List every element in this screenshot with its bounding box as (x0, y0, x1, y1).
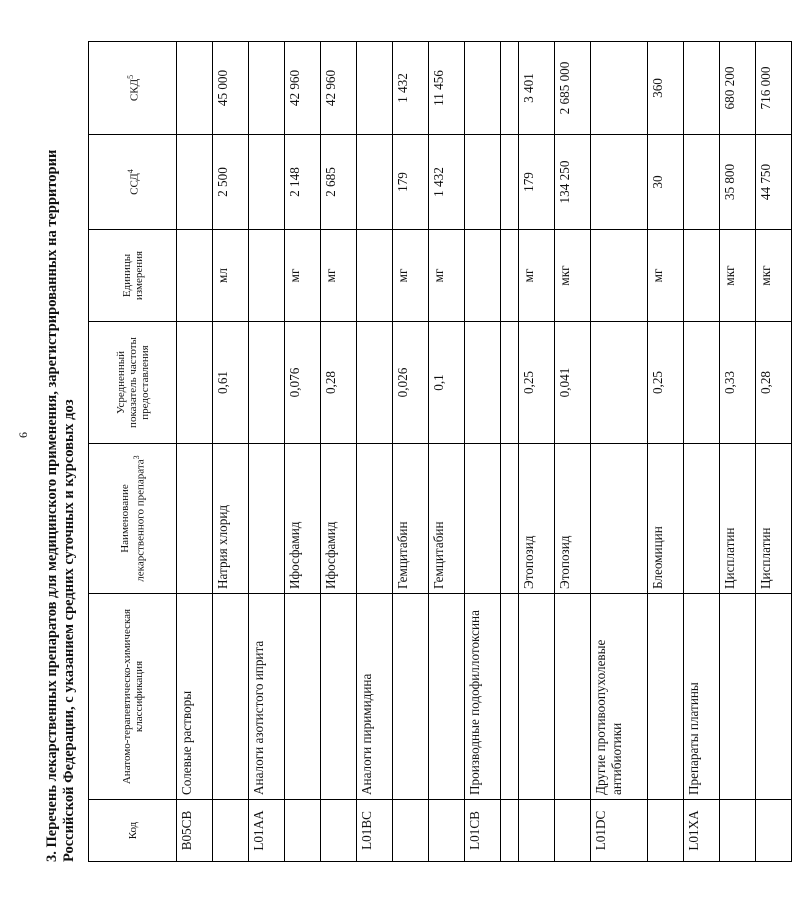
header-unit: Единицы измерения (89, 230, 177, 322)
header-atc: Анатомо-терапевтическо-химическая классификация (89, 594, 177, 800)
drug-frequency: 0,026 (393, 322, 429, 444)
drug-row (720, 42, 756, 862)
drug-unit: мг (285, 230, 321, 322)
group-atc: Солевые растворы (177, 594, 213, 800)
drug-skd: 360 (648, 42, 684, 135)
group-atc: Производные подофиллотоксина (465, 594, 501, 800)
rotated-page-content (44, 42, 773, 862)
header-ssd-label: ССД (128, 173, 141, 195)
drug-frequency: 0,33 (720, 322, 756, 444)
drug-row (519, 42, 555, 862)
header-skd (89, 42, 177, 135)
table-header-row (89, 42, 177, 862)
drug-skd: 1 432 (393, 42, 429, 135)
drug-unit: мг (393, 230, 429, 322)
group-row (249, 42, 285, 862)
drug-ssd: 2 148 (285, 135, 321, 230)
drug-ssd: 179 (519, 135, 555, 230)
drug-skd: 2 685 000 (555, 42, 591, 135)
drug-frequency: 0,25 (648, 322, 684, 444)
header-ssd-footnote: 4 (125, 169, 135, 174)
group-row (684, 42, 720, 862)
drug-skd: 42 960 (285, 42, 321, 135)
drug-ssd: 44 750 (756, 135, 792, 230)
drug-frequency: 0,041 (555, 322, 591, 444)
group-code: L01AA (249, 800, 285, 862)
drug-row (648, 42, 684, 862)
header-drug (89, 444, 177, 594)
drug-ssd: 134 250 (555, 135, 591, 230)
header-ssd (89, 135, 177, 230)
spacer-row (501, 42, 519, 862)
drug-row (393, 42, 429, 862)
drug-ssd: 2 685 (321, 135, 357, 230)
section-title-line-2: Российской Федерации, с указанием средних суточных и курсовых доз (61, 399, 77, 862)
drug-unit: мг (321, 230, 357, 322)
group-atc: Препараты платины (684, 594, 720, 800)
group-row (465, 42, 501, 862)
drug-skd: 42 960 (321, 42, 357, 135)
drug-unit: мкг (756, 230, 792, 322)
drug-skd: 3 401 (519, 42, 555, 135)
drug-frequency: 0,1 (429, 322, 465, 444)
header-skd-footnote: 5 (125, 74, 135, 79)
page-number: 6 (16, 432, 30, 438)
drug-row (285, 42, 321, 862)
group-code: L01CB (465, 800, 501, 862)
group-atc: Аналоги пиримидина (357, 594, 393, 800)
drug-name: Ифосфамид (321, 444, 357, 594)
drug-ssd: 35 800 (720, 135, 756, 230)
drug-unit: мл (213, 230, 249, 322)
drug-name: Гемцитабин (393, 444, 429, 594)
drug-unit: мг (429, 230, 465, 322)
drug-name: Цисплатин (720, 444, 756, 594)
group-code: B05CB (177, 800, 213, 862)
drug-row (213, 42, 249, 862)
drug-name: Гемцитабин (429, 444, 465, 594)
drug-unit: мкг (720, 230, 756, 322)
header-drug-footnote: 3 (131, 455, 141, 460)
header-code: Код (89, 800, 177, 862)
drug-ssd: 179 (393, 135, 429, 230)
drug-skd: 45 000 (213, 42, 249, 135)
group-code: L01XA (684, 800, 720, 862)
header-frequency: Усредненный показатель частоты предоставления (89, 322, 177, 444)
header-drug-label: Наименование лекарственного препарата (118, 459, 147, 582)
drug-name: Цисплатин (756, 444, 792, 594)
drug-ssd: 30 (648, 135, 684, 230)
drug-frequency: 0,076 (285, 322, 321, 444)
drug-skd: 11 456 (429, 42, 465, 135)
drug-ssd: 2 500 (213, 135, 249, 230)
drug-frequency: 0,61 (213, 322, 249, 444)
group-code: L01DC (591, 800, 648, 862)
group-code: L01BC (357, 800, 393, 862)
header-skd-label: СКД (128, 78, 141, 102)
drug-skd: 716 000 (756, 42, 792, 135)
group-atc: Другие противоопухолевые антибиотики (591, 594, 648, 800)
group-atc: Аналоги азотистого иприта (249, 594, 285, 800)
drug-name: Блеомицин (648, 444, 684, 594)
medication-table (88, 41, 792, 862)
drug-frequency: 0,28 (321, 322, 357, 444)
drug-name: Этопозид (519, 444, 555, 594)
drug-name: Этопозид (555, 444, 591, 594)
drug-frequency: 0,28 (756, 322, 792, 444)
drug-frequency: 0,25 (519, 322, 555, 444)
drug-ssd: 1 432 (429, 135, 465, 230)
drug-skd: 680 200 (720, 42, 756, 135)
drug-row (756, 42, 792, 862)
drug-unit: мг (648, 230, 684, 322)
drug-row (429, 42, 465, 862)
group-row (591, 42, 648, 862)
drug-unit: мг (519, 230, 555, 322)
group-row (357, 42, 393, 862)
section-title-line-1: 3. Перечень лекарственных препаратов для медицинского применения, зарегистрированных на территории (44, 149, 60, 862)
drug-name: Ифосфамид (285, 444, 321, 594)
section-title (44, 42, 78, 862)
drug-unit: мкг (555, 230, 591, 322)
drug-row (555, 42, 591, 862)
group-row (177, 42, 213, 862)
drug-row (321, 42, 357, 862)
drug-name: Натрия хлорид (213, 444, 249, 594)
